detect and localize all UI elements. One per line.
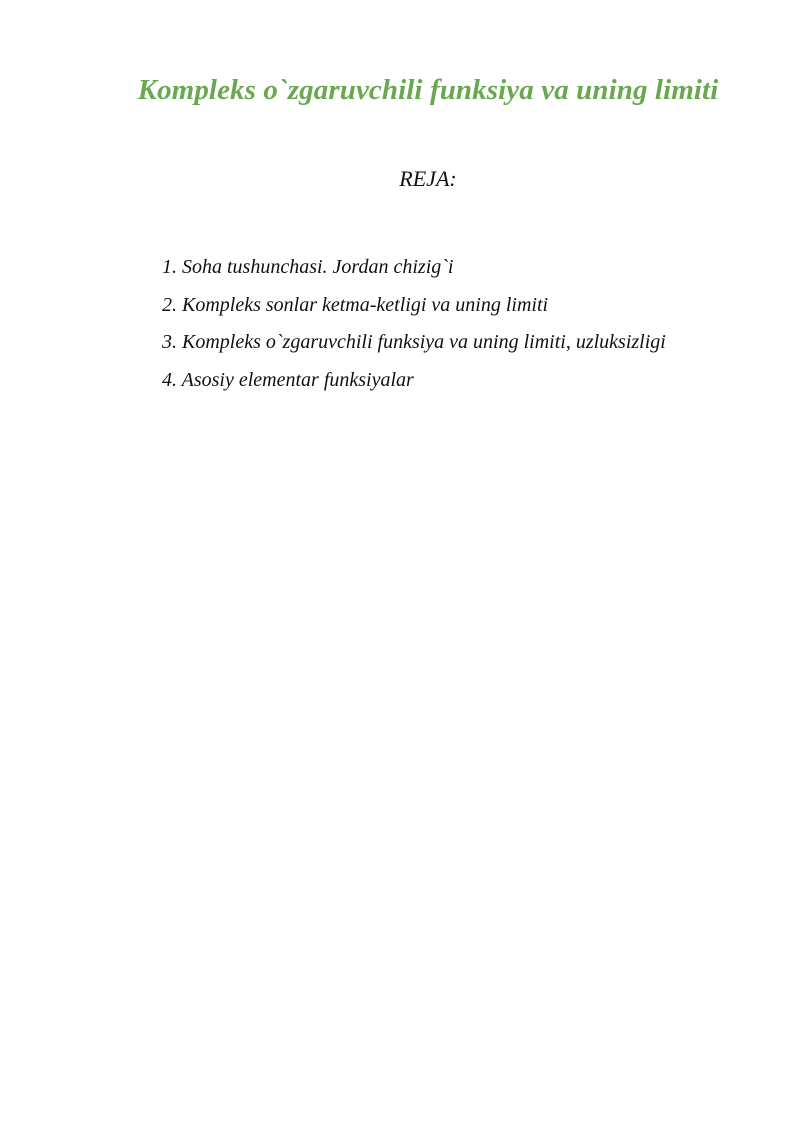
plan-item-4: 4. Asosiy elementar funksiyalar [162, 368, 414, 391]
document-title: Kompleks o`zgaruvchili funksiya va uning limiti [137, 74, 719, 106]
plan-item-1: 1. Soha tushunchasi. Jordan chizig`i [162, 256, 454, 278]
plan-list [162, 249, 666, 399]
plan-heading: REJA: [399, 166, 457, 191]
plan-item-2: 2. Kompleks sonlar ketma-ketligi va uning limiti [162, 293, 549, 316]
plan-item-3: 3. Kompleks o`zgaruvchili funksiya va uning limiti, uzluksizligi [162, 331, 666, 353]
